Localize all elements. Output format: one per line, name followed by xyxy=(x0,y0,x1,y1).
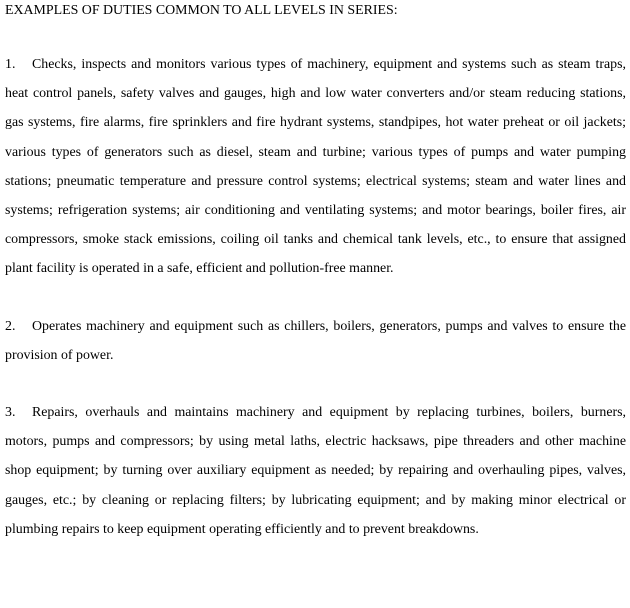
section-heading: EXAMPLES OF DUTIES COMMON TO ALL LEVELS IN SERIES: xyxy=(5,3,398,18)
duty-number: 2. xyxy=(5,318,16,334)
duty-number: 1. xyxy=(5,57,16,72)
duty-number: 3. xyxy=(5,405,16,421)
duty-item-1 xyxy=(5,50,626,284)
duty-item-3 xyxy=(5,398,626,544)
duty-text: Operates machinery and equipment such as chillers, boilers, generators, pumps and valves to ensure the provision of power. xyxy=(5,318,626,363)
duty-item-2 xyxy=(5,312,626,370)
duty-text: Repairs, overhauls and maintains machinery and equipment by replacing turbines, boilers, burners, motors, pumps and compressors; by using metal laths, electric hacksaws, pipe threaders and other machine shop equipment; by turning over auxiliary equipment as needed; by repairing and overhauling pipes, valves, gauges, etc.; by cleaning or replacing filters; by lubricating equipment; and by making minor electrical or plumbing repairs to keep equipment operating efficiently and to prevent breakdowns. xyxy=(5,405,626,537)
duty-text: Checks, inspects and monitors various types of machinery, equipment and systems such as steam traps, heat control panels, safety valves and gauges, high and low water converters and/or steam reducing stations, gas systems, fire alarms, fire sprinklers and fire hydrant systems, standpipes, hot water preheat or oil jackets; various types of generators such as diesel, steam and turbine; various types of pumps and water pumping stations; pneumatic temperature and pressure control systems; electrical systems; steam and water lines and systems; refrigeration systems; air conditioning and ventilating systems; and motor bearings, boiler fires, air compressors, smoke stack emissions, coiling oil tanks and chemical tank levels, etc., to ensure that assigned plant facility is operated in a safe, efficient and pollution-free manner. xyxy=(5,57,626,277)
